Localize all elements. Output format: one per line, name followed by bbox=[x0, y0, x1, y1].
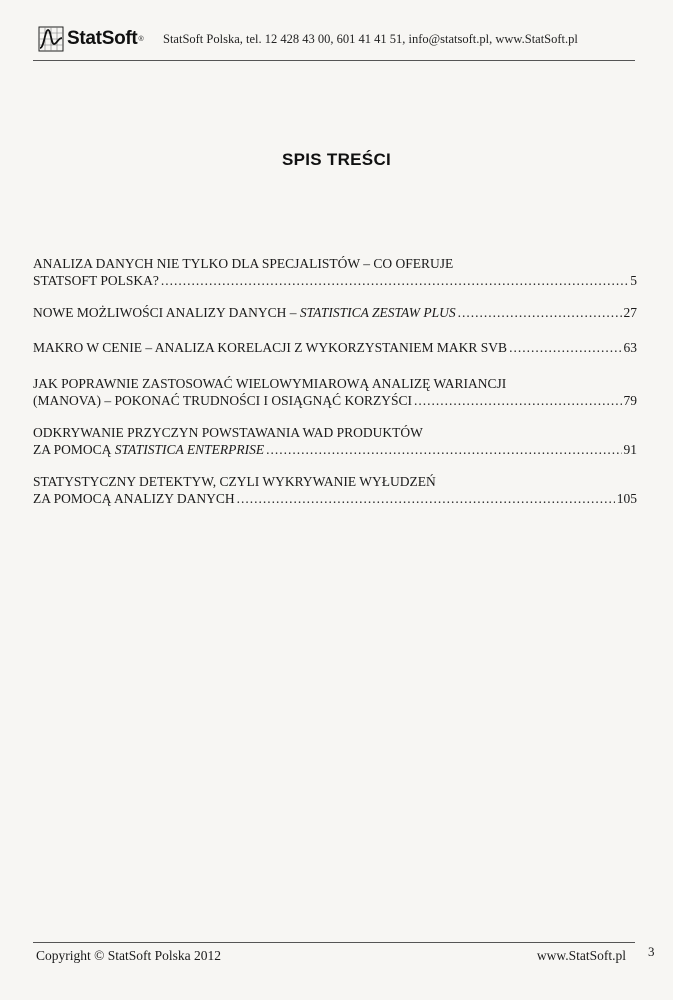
toc-entry-title-plain: (MANOVA) – POKONAĆ TRUDNOŚCI I OSIĄGNĄĆ KORZYŚCI bbox=[33, 393, 413, 408]
toc-entry-last-line bbox=[33, 441, 637, 458]
table-of-contents bbox=[33, 255, 637, 507]
toc-leader-dots bbox=[414, 392, 621, 409]
footer-divider bbox=[33, 942, 635, 943]
toc-entry-title-plain: MAKRO W CENIE – ANALIZA KORELACJI Z WYKORZYSTANIEM MAKR SVB bbox=[33, 340, 508, 355]
toc-entry-last-line bbox=[33, 272, 637, 289]
toc-entry-last-line bbox=[33, 490, 637, 507]
toc-entry-title-line: STATYSTYCZNY DETEKTYW, CZYLI WYKRYWANIE WYŁUDZEŃ bbox=[33, 474, 436, 489]
toc-entry-title-line: ANALIZA DANYCH NIE TYLKO DLA SPECJALISTÓW – CO OFERUJE bbox=[33, 256, 454, 271]
toc-entry-title bbox=[33, 490, 235, 507]
toc-page-number: 105 bbox=[616, 491, 637, 506]
toc-entry-title-italic: STATISTICA ZESTAW PLUS bbox=[299, 305, 456, 320]
toc-entry-title bbox=[33, 339, 507, 356]
toc-page-number: 91 bbox=[623, 442, 637, 457]
toc-page-number: 5 bbox=[630, 273, 637, 288]
toc-entry[interactable] bbox=[33, 339, 637, 356]
toc-page-number: 27 bbox=[623, 305, 637, 320]
page-header bbox=[33, 26, 635, 60]
toc-page-number: 63 bbox=[623, 340, 637, 355]
toc-leader-dots bbox=[266, 441, 621, 458]
toc-entry-title-plain: NOWE MOŻLIWOŚCI ANALIZY DANYCH – bbox=[33, 305, 300, 320]
toc-entry-title bbox=[33, 392, 412, 409]
toc-leader-dots bbox=[237, 490, 615, 507]
toc-entry[interactable] bbox=[33, 304, 637, 321]
toc-entry[interactable] bbox=[33, 255, 637, 289]
toc-entry-last-line bbox=[33, 392, 637, 409]
toc-entry-title-italic: STATISTICA ENTERPRISE bbox=[114, 442, 265, 457]
logo-registered-mark: ® bbox=[138, 35, 144, 43]
toc-entry-title-plain: STATSOFT POLSKA? bbox=[33, 273, 159, 288]
toc-entry-title-line: JAK POPRAWNIE ZASTOSOWAĆ WIELOWYMIAROWĄ ANALIZĘ WARIANCJI bbox=[33, 376, 507, 391]
toc-entry[interactable] bbox=[33, 375, 637, 409]
toc-entry-title-plain: ZA POMOCĄ bbox=[33, 442, 115, 457]
toc-page-number: 79 bbox=[623, 393, 637, 408]
header-divider bbox=[33, 60, 635, 61]
logo-text: StatSoft bbox=[67, 28, 138, 49]
toc-entry-last-line bbox=[33, 339, 637, 356]
toc-entry-title bbox=[33, 272, 159, 289]
header-contact-info: StatSoft Polska, tel. 12 428 43 00, 601 41 41 51, info@statsoft.pl, www.StatSoft.pl bbox=[163, 32, 578, 46]
page-title: SPIS TREŚCI bbox=[281, 150, 392, 169]
toc-entry-title-plain: ZA POMOCĄ ANALIZY DANYCH bbox=[33, 491, 235, 506]
statsoft-grid-wave-icon bbox=[38, 26, 64, 52]
toc-entry-last-line bbox=[33, 304, 637, 321]
toc-leader-dots bbox=[509, 339, 621, 356]
toc-entry-title bbox=[33, 441, 264, 458]
toc-entry-title bbox=[33, 304, 456, 321]
statsoft-logo bbox=[38, 26, 144, 52]
toc-entry[interactable] bbox=[33, 473, 637, 507]
toc-leader-dots bbox=[161, 272, 628, 289]
page-number: 3 bbox=[648, 944, 655, 959]
toc-entry[interactable] bbox=[33, 424, 637, 458]
toc-leader-dots bbox=[458, 304, 622, 321]
footer-website-link[interactable]: www.StatSoft.pl bbox=[536, 948, 626, 963]
toc-entry-title-line: ODKRYWANIE PRZYCZYN POWSTAWANIA WAD PRODUKTÓW bbox=[33, 425, 423, 440]
footer-copyright: Copyright © StatSoft Polska 2012 bbox=[36, 948, 222, 963]
